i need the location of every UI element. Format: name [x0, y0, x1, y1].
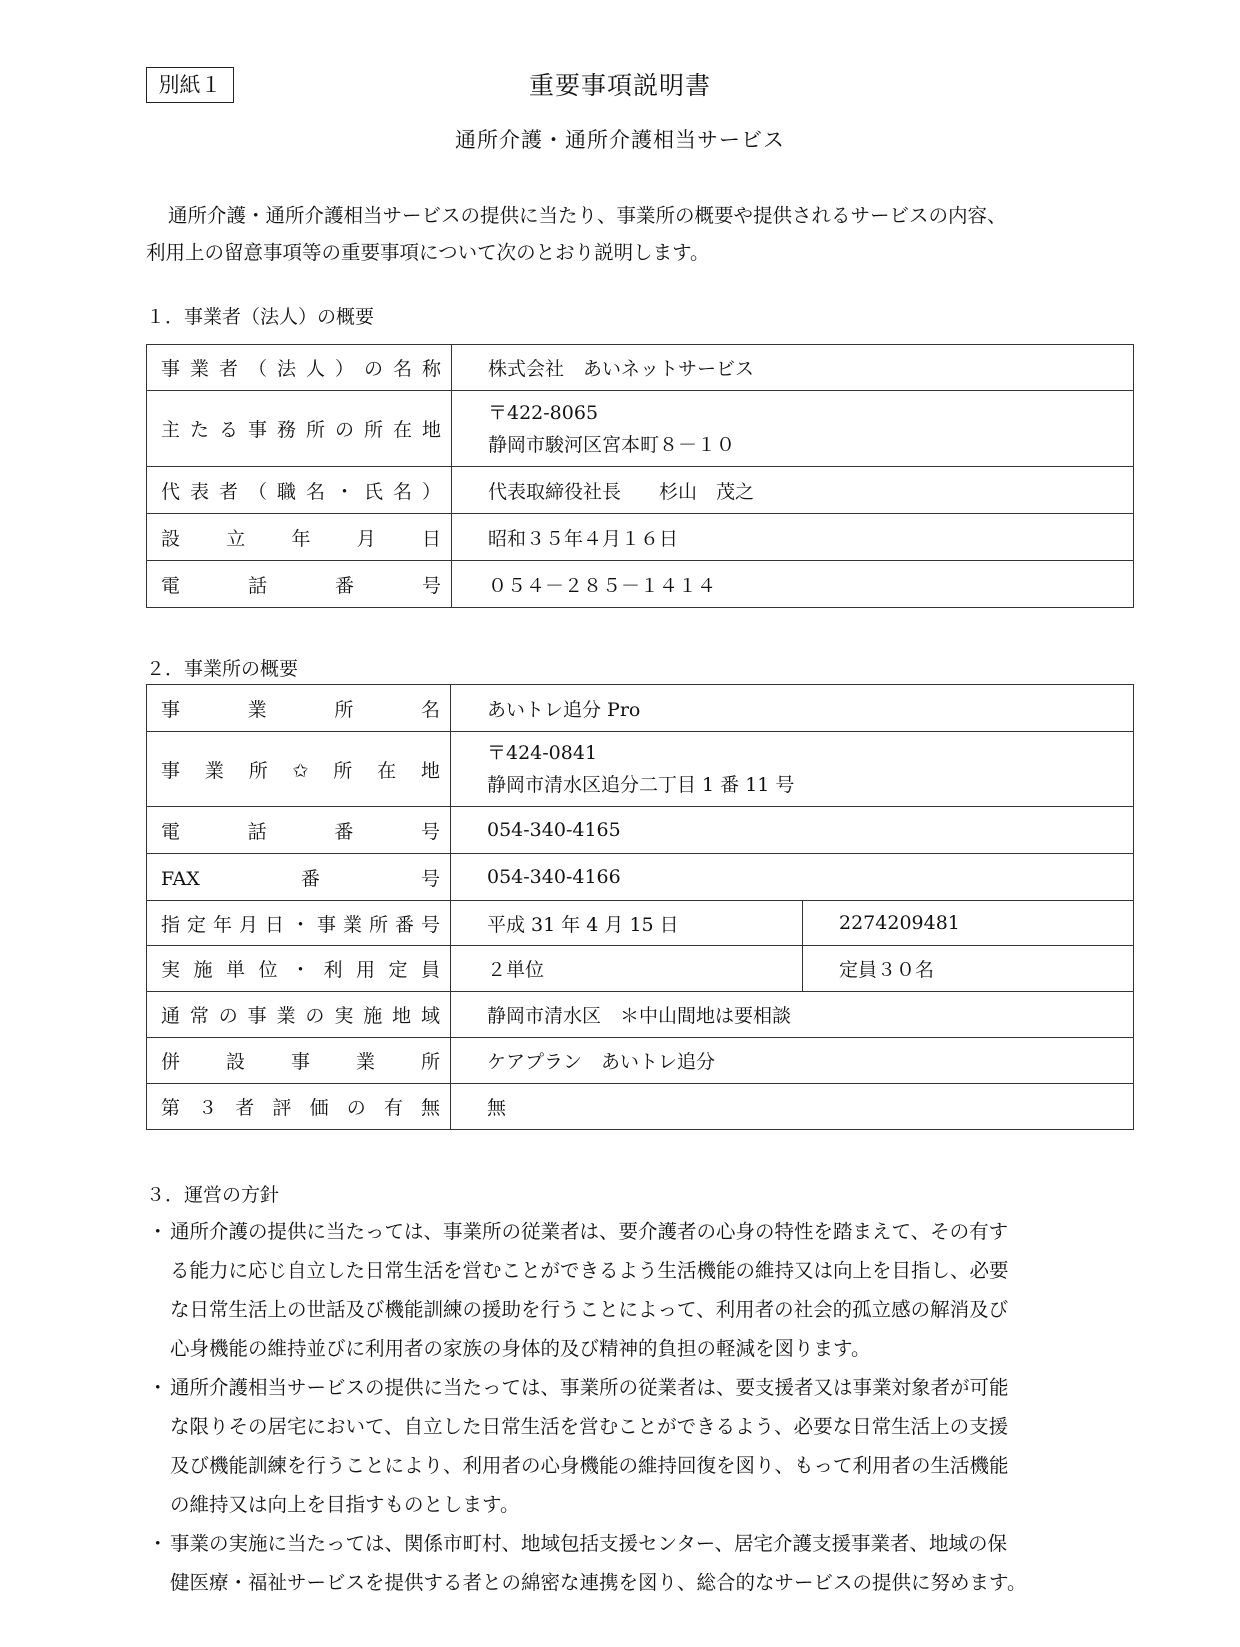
row-label: FAX番号: [161, 867, 440, 890]
row-label: 指定年月日・事業所番号: [161, 913, 440, 936]
row-value: ケアプラン あいトレ追分: [451, 1038, 1134, 1084]
row-value: 054-340-4166: [451, 854, 1134, 901]
row-value: あいトレ追分 Pro: [451, 685, 1134, 732]
table-row: [147, 514, 1134, 561]
table-row: [147, 854, 1134, 901]
section3-heading: ３．運営の方針: [146, 1184, 280, 1206]
table-row: [147, 992, 1134, 1038]
row-value: 代表取締役社長 杉山 茂之: [452, 467, 1134, 514]
table-row: [147, 901, 1134, 946]
list-item-line: 心身機能の維持並びに利用者の家族の身体的及び精神的負担の軽減を図ります。: [170, 1337, 871, 1360]
row-value: 静岡市清水区 ＊中山間地は要相談: [451, 992, 1134, 1038]
row-value-secondary: 定員３０名: [803, 946, 1134, 992]
list-item: [148, 1368, 1136, 1524]
row-value: 昭和３５年４月１６日: [452, 514, 1134, 561]
table-row: [147, 732, 1134, 807]
address: 静岡市清水区追分二丁目 1 番 11 号: [487, 774, 795, 796]
section2-table: [146, 684, 1134, 1130]
row-value: 平成 31 年 4 月 15 日: [451, 901, 803, 946]
section1-heading: １．事業者（法人）の概要: [146, 306, 375, 328]
row-label: 電話番号: [161, 820, 440, 843]
postal-code: 〒424-0841: [487, 742, 598, 764]
postal-code: 〒422-8065: [488, 401, 599, 424]
table-row: [147, 1038, 1134, 1084]
intro-paragraph: [146, 197, 1136, 271]
row-value: ０５４－２８５－１４１４: [452, 561, 1134, 608]
list-item-line: な日常生活上の世話及び機能訓練の援助を行うことによって、利用者の社会的孤立感の解消及び: [170, 1298, 1009, 1321]
table-row: [147, 561, 1134, 608]
row-label: 事業所名: [161, 698, 440, 721]
row-label: 実施単位・利用定員: [161, 959, 440, 981]
row-value-secondary: 2274209481: [803, 901, 1134, 946]
row-value: 無: [451, 1084, 1134, 1130]
list-item-line: 及び機能訓練を行うことにより、利用者の心身機能の維持回復を図り、もって利用者の生活機能: [170, 1454, 1009, 1477]
list-item: [148, 1212, 1136, 1368]
table-row: [147, 391, 1134, 467]
list-item: [148, 1524, 1136, 1602]
row-label: 主たる事務所の所在地: [161, 419, 441, 441]
bullet-mark: ・: [148, 1220, 168, 1243]
row-label: 代表者（職名・氏名）: [161, 480, 441, 503]
list-item-line: 健医療・福祉サービスを提供する者との綿密な連携を図り、総合的なサービスの提供に努めます。: [170, 1571, 1027, 1594]
table-row: [147, 467, 1134, 514]
attachment-label: 別紙１: [146, 67, 234, 103]
page-subtitle: 通所介護・通所介護相当サービス: [455, 128, 785, 152]
row-value: ２単位: [451, 946, 803, 992]
table-row: [147, 1084, 1134, 1130]
list-item-line: 通所介護の提供に当たっては、事業所の従業者は、要介護者の心身の特性を踏まえて、その有す: [170, 1220, 1009, 1243]
row-value: 054-340-4165: [451, 807, 1134, 854]
row-value: 株式会社 あいネットサービス: [452, 345, 1134, 391]
row-label: 併設事業所: [161, 1051, 440, 1073]
policy-list: [148, 1212, 1136, 1602]
list-item-line: な限りその居宅において、自立した日常生活を営むことができるよう、必要な日常生活上の支援: [170, 1415, 1009, 1438]
row-label: 事業所✩所在地: [161, 759, 440, 782]
table-row: [147, 685, 1134, 732]
list-item-line: 事業の実施に当たっては、関係市町村、地域包括支援センター、居宅介護支援事業者、地域の保: [170, 1532, 1007, 1555]
list-item-line: 通所介護相当サービスの提供に当たっては、事業所の従業者は、要支援者又は事業対象者が可能: [170, 1376, 1009, 1399]
bullet-mark: ・: [148, 1376, 168, 1399]
intro-line-2: 利用上の留意事項等の重要事項について次のとおり説明します。: [146, 241, 710, 264]
row-value: [451, 732, 1134, 807]
list-item-line: の維持又は向上を目指すものとします。: [170, 1493, 520, 1516]
page-title: 重要事項説明書: [528, 71, 711, 100]
row-value: [452, 391, 1134, 467]
row-label: 電話番号: [161, 574, 441, 597]
bullet-mark: ・: [148, 1532, 168, 1555]
row-label: 設立年月日: [161, 527, 441, 550]
address: 静岡市駿河区宮本町８－１０: [488, 433, 736, 456]
row-label: 通常の事業の実施地域: [161, 1005, 440, 1027]
section2-heading: ２．事業所の概要: [146, 658, 299, 680]
table-row: [147, 807, 1134, 854]
intro-line-1: 通所介護・通所介護相当サービスの提供に当たり、事業所の概要や提供されるサービスの内容、: [168, 204, 1007, 227]
row-label: 事業者（法人）の名称: [161, 358, 441, 380]
row-label: 第３者評価の有無: [161, 1097, 440, 1119]
table-row: [147, 345, 1134, 391]
list-item-line: る能力に応じ自立した日常生活を営むことができるよう生活機能の維持又は向上を目指し、必要: [170, 1259, 1009, 1282]
section1-table: [146, 344, 1134, 608]
table-row: [147, 946, 1134, 992]
